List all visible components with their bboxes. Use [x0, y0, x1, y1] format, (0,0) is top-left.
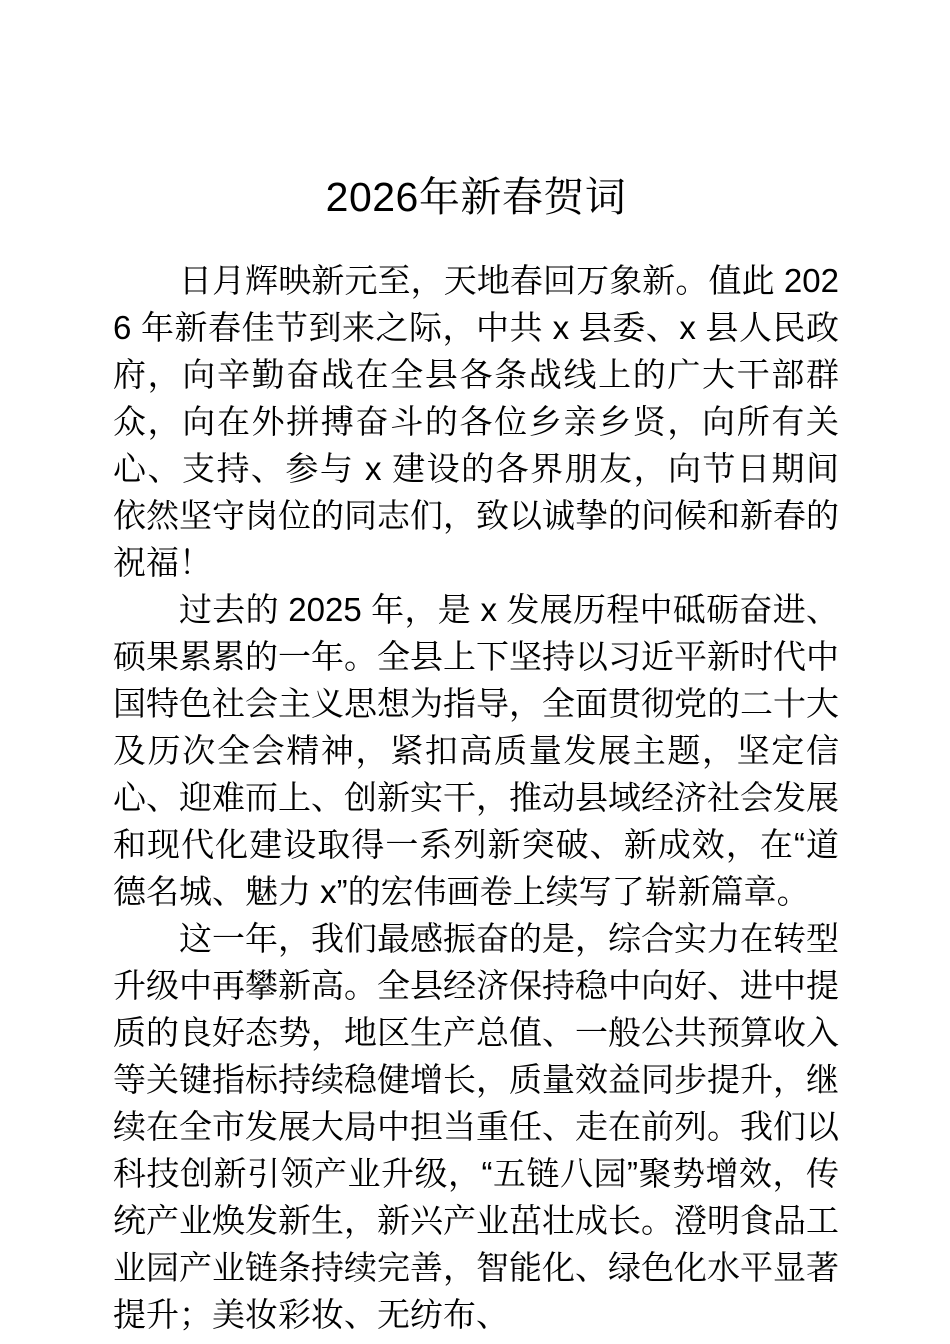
body-paragraph-3: 这一年，我们最感振奋的是，综合实力在转型升级中再攀新高。全县经济保持稳中向好、进中提质的良好态势，地区生产总值、一般公共预算收入等关键指标持续稳健增长，质量效益同步提升，继续在全市发展大局中担当重任、走在前列。我们以科技创新引领产业升级，“五链八园”聚势增效，传统产业焕发新生，新兴产业茁壮成长。澄明食品工业园产业链条持续完善，智能化、绿色化水平显著提升；美妆彩妆、无纺布、 — [113, 920, 839, 1333]
body-paragraph-2: 过去的 2025 年，是 x 发展历程中砥砺奋进、硕果累累的一年。全县上下坚持以习近平新时代中国特色社会主义思想为指导，全面贯彻党的二十大及历次全会精神，紧扣高质量发展主题，坚定信心、迎难而上、创新实干，推动县域经济社会发展和现代化建设取得一系列新突破、新成效，在“道德名城、魅力 x”的宏伟画卷上续写了崭新篇章。 — [113, 591, 839, 910]
body-paragraph-1: 日月辉映新元至，天地春回万象新。值此 2026 年新春佳节到来之际，中共 x 县委、x 县人民政府，向辛勤奋战在全县各条战线上的广大干部群众，向在外拼搏奋斗的各位乡亲乡贤，向所有关心、支持、参与 x 建设的各界朋友，向节日期间依然坚守岗位的同志们，致以诚挚的问候和新春的祝福！ — [113, 262, 839, 581]
paragraph-list — [113, 257, 839, 1338]
document-body — [113, 0, 839, 1338]
page-title: 2026年新春贺词 — [325, 174, 627, 220]
